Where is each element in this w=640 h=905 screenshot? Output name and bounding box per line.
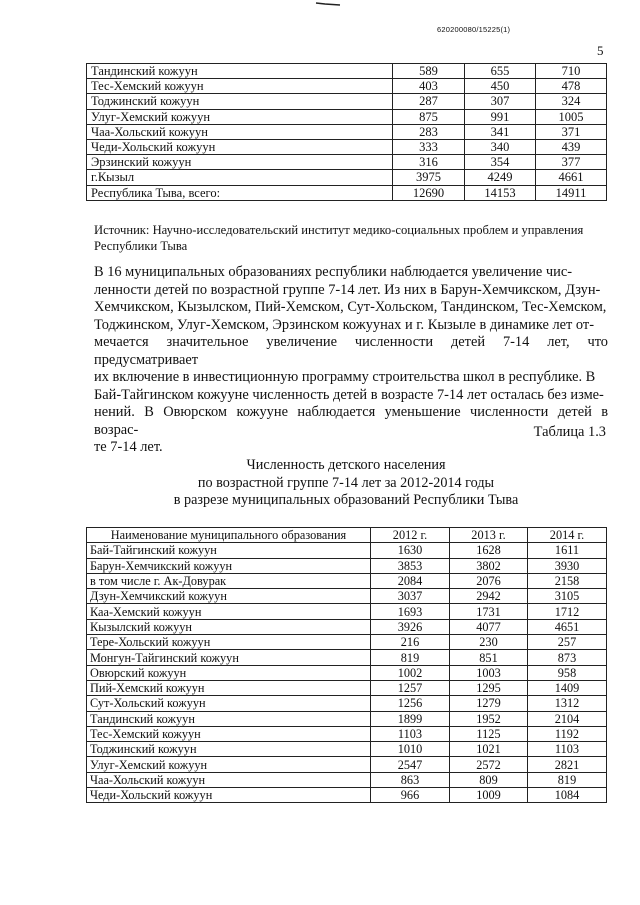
municipality-name: Улуг-Хемский кожуун — [87, 109, 393, 124]
value-cell: 1009 — [450, 788, 528, 803]
table-label: Таблица 1.3 — [533, 424, 606, 440]
value-cell: 1693 — [371, 604, 450, 619]
column-header-2012: 2012 г. — [371, 528, 450, 543]
table-row — [87, 543, 607, 558]
scan-mark — [315, 2, 341, 6]
table-title — [86, 457, 606, 510]
table-total-row — [87, 185, 607, 200]
table-row — [87, 635, 607, 650]
paragraph-line: В 16 муниципальных образованиях республики наблюдается увеличение чис- — [94, 264, 573, 280]
value-cell: 3105 — [528, 589, 607, 604]
municipality-name: Барун-Хемчикский кожуун — [87, 558, 371, 573]
value-cell: 230 — [450, 635, 528, 650]
value-cell: 1628 — [450, 543, 528, 558]
municipality-name: в том числе г. Ак-Довурак — [87, 573, 371, 588]
municipality-name: Эрзинский кожуун — [87, 155, 393, 170]
value-cell: 1256 — [371, 696, 450, 711]
value-cell: 1084 — [528, 788, 607, 803]
table-row — [87, 650, 607, 665]
page-number: 5 — [597, 43, 604, 58]
municipality-name: Тоджинский кожуун — [87, 94, 393, 109]
value-cell: 12690 — [393, 185, 465, 200]
value-cell: 324 — [536, 94, 607, 109]
municipality-name: Тандинский кожуун — [87, 64, 393, 79]
column-header-name: Наименование муниципального образования — [87, 528, 371, 543]
value-cell: 1192 — [528, 726, 607, 741]
paragraph-line: их включение в инвестиционную программу строительства школ в республике. В — [94, 369, 596, 385]
table-row — [87, 558, 607, 573]
table-row — [87, 139, 607, 154]
value-cell: 3975 — [393, 170, 465, 185]
table-continued — [86, 63, 607, 201]
value-cell: 333 — [393, 139, 465, 154]
value-cell: 809 — [450, 772, 528, 787]
column-header-2013: 2013 г. — [450, 528, 528, 543]
table-row — [87, 604, 607, 619]
value-cell: 1611 — [528, 543, 607, 558]
value-cell: 1005 — [536, 109, 607, 124]
value-cell: 819 — [528, 772, 607, 787]
value-cell: 283 — [393, 124, 465, 139]
value-cell: 4651 — [528, 619, 607, 634]
table-row — [87, 757, 607, 772]
value-cell: 4077 — [450, 619, 528, 634]
value-cell: 4661 — [536, 170, 607, 185]
table-row — [87, 726, 607, 741]
value-cell: 873 — [528, 650, 607, 665]
table-row — [87, 742, 607, 757]
value-cell: 257 — [528, 635, 607, 650]
table-row — [87, 79, 607, 94]
paragraph-line: те 7-14 лет. — [94, 439, 163, 455]
value-cell: 2942 — [450, 589, 528, 604]
paragraph-line: Тоджинском, Улуг-Хемском, Эрзинском кожуунах и г. Кызыле в динамике лет от- — [94, 316, 594, 333]
table-row — [87, 170, 607, 185]
value-cell: 875 — [393, 109, 465, 124]
value-cell: 14153 — [465, 185, 536, 200]
municipality-name: Тоджинский кожуун — [87, 742, 371, 757]
value-cell: 958 — [528, 665, 607, 680]
municipality-name: Чаа-Хольский кожуун — [87, 124, 393, 139]
value-cell: 3930 — [528, 558, 607, 573]
value-cell: 2821 — [528, 757, 607, 772]
value-cell: 14911 — [536, 185, 607, 200]
value-cell: 354 — [465, 155, 536, 170]
value-cell: 1899 — [371, 711, 450, 726]
children-population-table — [86, 527, 607, 803]
municipality-name: Кызылский кожуун — [87, 619, 371, 634]
value-cell: 1003 — [450, 665, 528, 680]
value-cell: 3802 — [450, 558, 528, 573]
title-line: в разрезе муниципальных образований Республики Тыва — [173, 492, 519, 508]
value-cell: 439 — [536, 139, 607, 154]
value-cell: 1295 — [450, 680, 528, 695]
source-line: Источник: Научно-исследовательский институт медико-социальных проблем и управления — [94, 223, 584, 237]
paragraph-line: нений. В Овюрском кожууне наблюдается уменьшение численности детей в возрас- — [94, 404, 608, 438]
municipality-name: Улуг-Хемский кожуун — [87, 757, 371, 772]
municipality-name: Чаа-Хольский кожуун — [87, 772, 371, 787]
table-header-row — [87, 528, 607, 543]
municipality-name: Тес-Хемский кожуун — [87, 79, 393, 94]
value-cell: 1630 — [371, 543, 450, 558]
value-cell: 377 — [536, 155, 607, 170]
value-cell: 478 — [536, 79, 607, 94]
municipality-name: Каа-Хемский кожуун — [87, 604, 371, 619]
value-cell: 307 — [465, 94, 536, 109]
table-row — [87, 619, 607, 634]
table-row — [87, 589, 607, 604]
value-cell: 819 — [371, 650, 450, 665]
source-line: Республики Тыва — [94, 239, 188, 253]
value-cell: 371 — [536, 124, 607, 139]
value-cell: 287 — [393, 94, 465, 109]
table-row — [87, 665, 607, 680]
value-cell: 2076 — [450, 573, 528, 588]
table-row — [87, 772, 607, 787]
value-cell: 851 — [450, 650, 528, 665]
value-cell: 341 — [465, 124, 536, 139]
value-cell: 1125 — [450, 726, 528, 741]
paragraph-line: мечается значительное увеличение численности детей 7-14 лет, что предусматривает — [94, 334, 608, 368]
value-cell: 2572 — [450, 757, 528, 772]
municipality-name: Сут-Хольский кожуун — [87, 696, 371, 711]
municipality-name: Тес-Хемский кожуун — [87, 726, 371, 741]
table-row — [87, 788, 607, 803]
value-cell: 710 — [536, 64, 607, 79]
municipality-name: Дзун-Хемчикский кожуун — [87, 589, 371, 604]
table-row — [87, 155, 607, 170]
table-row — [87, 64, 607, 79]
value-cell: 316 — [393, 155, 465, 170]
column-header-2014: 2014 г. — [528, 528, 607, 543]
value-cell: 1409 — [528, 680, 607, 695]
municipality-name: Бай-Тайгинский кожуун — [87, 543, 371, 558]
paragraph-line: ленности детей по возрастной группе 7-14 лет. Из них в Барун-Хемчикском, Дзун- — [94, 281, 601, 298]
municipality-name: Чеди-Хольский кожуун — [87, 788, 371, 803]
municipality-name: Овюрский кожуун — [87, 665, 371, 680]
value-cell: 2104 — [528, 711, 607, 726]
value-cell: 2084 — [371, 573, 450, 588]
table-row — [87, 680, 607, 695]
value-cell: 216 — [371, 635, 450, 650]
value-cell: 450 — [465, 79, 536, 94]
value-cell: 1010 — [371, 742, 450, 757]
value-cell: 403 — [393, 79, 465, 94]
value-cell: 1103 — [528, 742, 607, 757]
value-cell: 966 — [371, 788, 450, 803]
municipality-name: Монгун-Тайгинский кожуун — [87, 650, 371, 665]
document-code: 620200080/15225(1) — [437, 25, 511, 34]
value-cell: 2547 — [371, 757, 450, 772]
value-cell: 1712 — [528, 604, 607, 619]
municipality-name: Тандинский кожуун — [87, 711, 371, 726]
value-cell: 340 — [465, 139, 536, 154]
value-cell: 991 — [465, 109, 536, 124]
value-cell: 3853 — [371, 558, 450, 573]
table-row — [87, 696, 607, 711]
table-row — [87, 711, 607, 726]
municipality-name: Тере-Хольский кожуун — [87, 635, 371, 650]
value-cell: 863 — [371, 772, 450, 787]
municipality-name: Республика Тыва, всего: — [87, 185, 393, 200]
value-cell: 1002 — [371, 665, 450, 680]
table-row — [87, 573, 607, 588]
value-cell: 1312 — [528, 696, 607, 711]
value-cell: 1279 — [450, 696, 528, 711]
value-cell: 1257 — [371, 680, 450, 695]
paragraph-line: Хемчикском, Кызылском, Пий-Хемском, Сут-Хольском, Тандинском, Тес-Хемском, — [94, 299, 607, 315]
value-cell: 2158 — [528, 573, 607, 588]
value-cell: 589 — [393, 64, 465, 79]
value-cell: 1103 — [371, 726, 450, 741]
value-cell: 4249 — [465, 170, 536, 185]
table-row — [87, 94, 607, 109]
value-cell: 1021 — [450, 742, 528, 757]
table-row — [87, 124, 607, 139]
paragraph-line: Бай-Тайгинском кожууне численность детей в возрасте 7-14 лет осталась без изме- — [94, 386, 604, 403]
title-line: по возрастной группе 7-14 лет за 2012-2014 годы — [197, 474, 495, 491]
source-note — [94, 222, 606, 254]
municipality-name: г.Кызыл — [87, 170, 393, 185]
value-cell: 655 — [465, 64, 536, 79]
value-cell: 3926 — [371, 619, 450, 634]
title-line: Численность детского населения — [246, 457, 446, 473]
body-paragraph — [94, 264, 608, 457]
value-cell: 1952 — [450, 711, 528, 726]
municipality-name: Чеди-Хольский кожуун — [87, 139, 393, 154]
value-cell: 3037 — [371, 589, 450, 604]
table-row — [87, 109, 607, 124]
municipality-name: Пий-Хемский кожуун — [87, 680, 371, 695]
value-cell: 1731 — [450, 604, 528, 619]
